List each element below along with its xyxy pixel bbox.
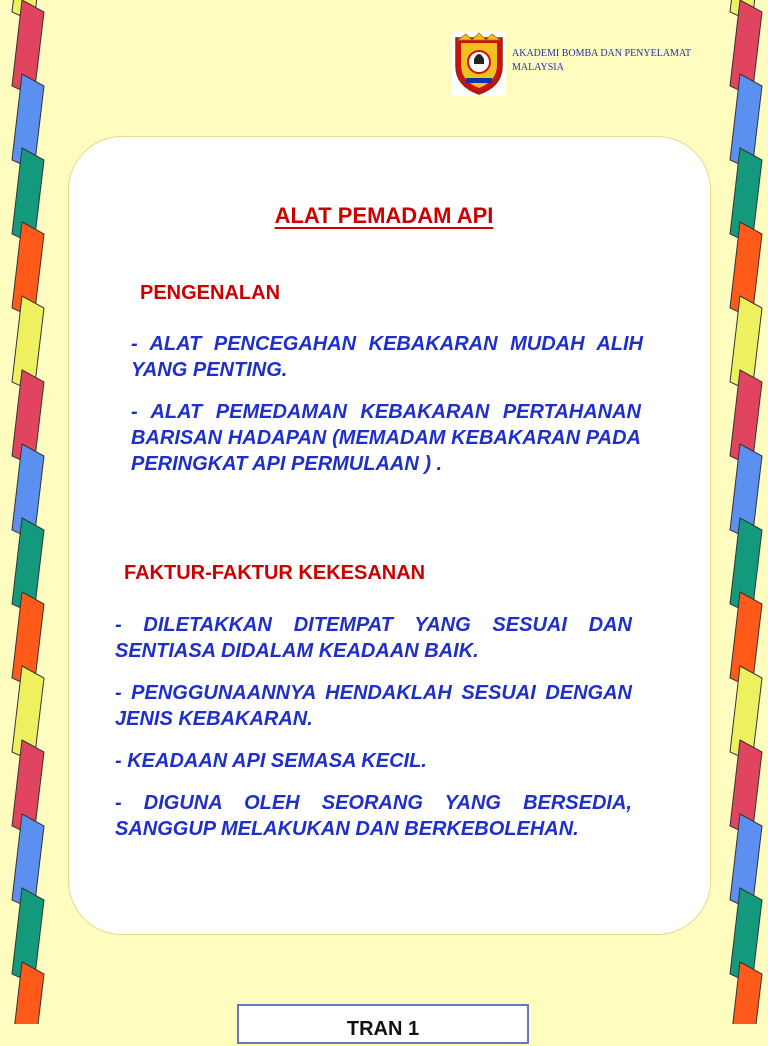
factor-point-4: - DIGUNA OLEH SEORANG YANG BERSEDIA, SANGGUP MELAKUKAN DAN BERKEBOLEHAN. [115, 792, 632, 840]
slide-title: ALAT PEMADAM API [274, 203, 494, 228]
factor-point-1: - DILETAKKAN DITEMPAT YANG SESUAI DAN SENTIASA DIDALAM KEADAAN BAIK. [115, 614, 632, 662]
left-strip-pattern [0, 0, 60, 1024]
header [450, 32, 730, 102]
intro-point-2: - ALAT PEMEDAMAN KEBAKARAN PERTAHANAN BARISAN HADAPAN (MEMADAM KEBAKARAN PADA PERINGKAT API PERMULAAN ) . [131, 401, 641, 475]
organization-name: AKADEMI BOMBA DAN PENYELAMAT MALAYSIA [512, 48, 691, 73]
factor-point-3: - KEADAAN API SEMASA KECIL. [115, 750, 427, 772]
left-decorative-border [0, 0, 60, 1024]
right-strip-pattern [708, 0, 768, 1024]
factor-point-2: - PENGGUNAANNYA HENDAKLAH SESUAI DENGAN JENIS KEBAKARAN. [115, 682, 632, 730]
section-heading-introduction: PENGENALAN [140, 282, 281, 304]
intro-point-1: - ALAT PENCEGAHAN KEBAKARAN MUDAH ALIH YANG PENTING. [131, 333, 643, 381]
right-decorative-border [708, 0, 768, 1024]
slide-label-box: TRAN 1 [237, 1004, 529, 1044]
section-heading-effectiveness-factors: FAKTUR-FAKTUR KEKESANAN [124, 562, 426, 584]
fire-rescue-crest-icon [452, 32, 506, 96]
